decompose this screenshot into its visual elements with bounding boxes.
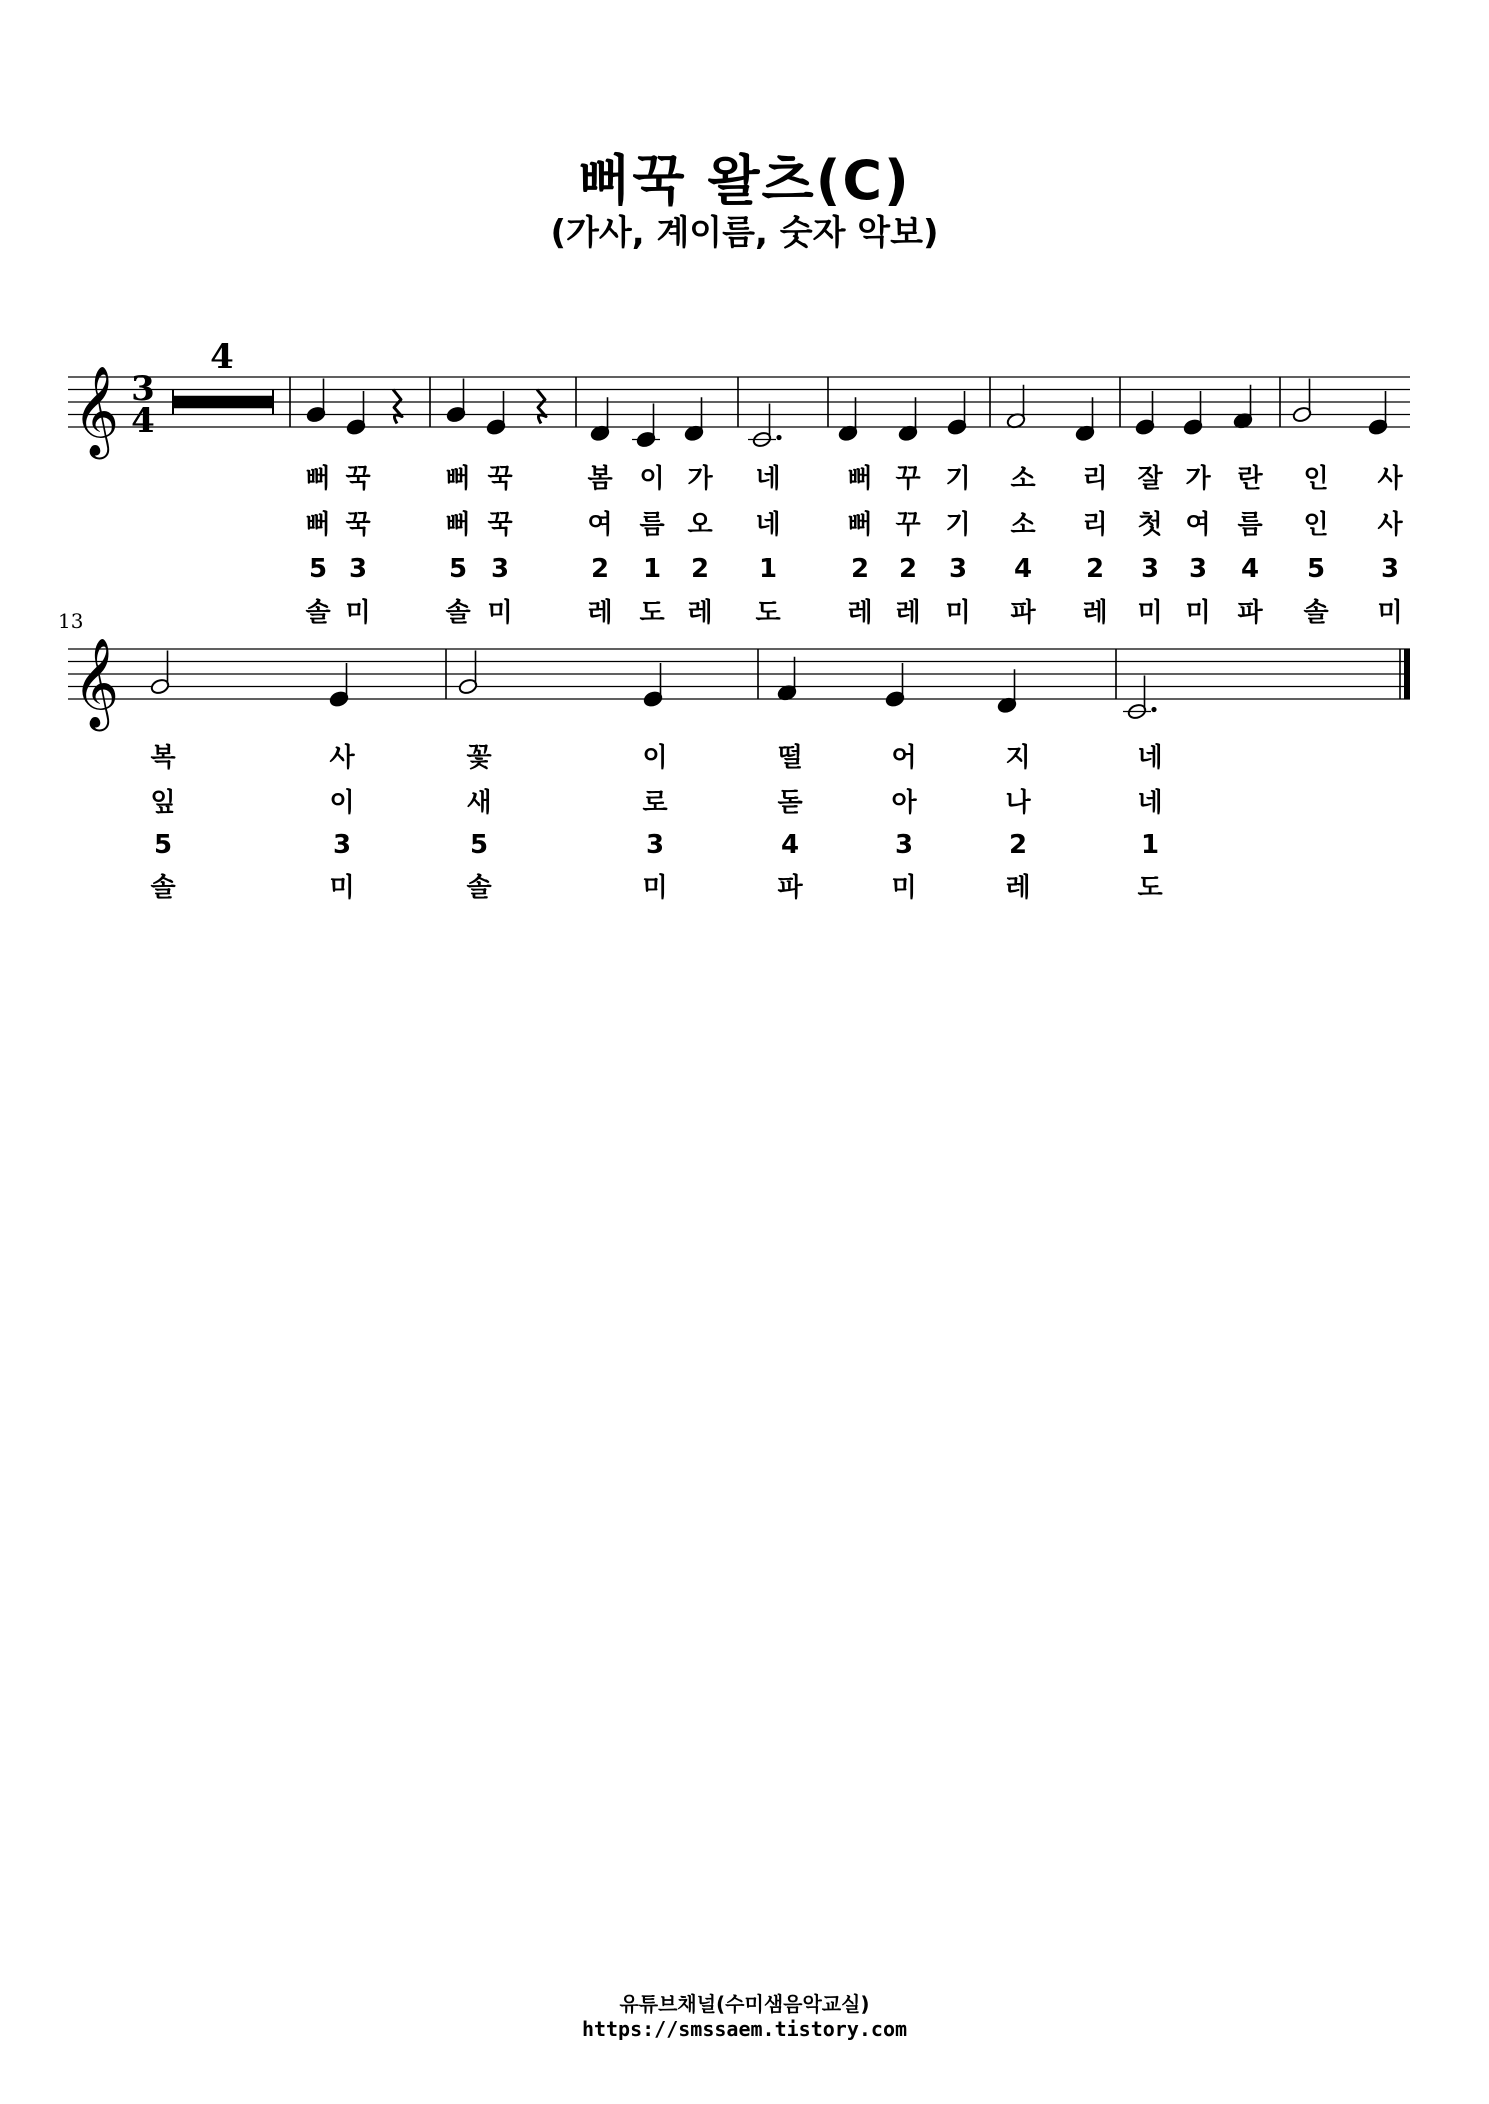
- quarter-rest: [393, 390, 402, 424]
- sys1-lyrics1-14: 잘: [1137, 464, 1163, 494]
- sys1-solfege-15: 미: [1185, 598, 1211, 628]
- sys2-solfege-3: 솔: [466, 873, 492, 903]
- sys1-lyrics1-15: 가: [1185, 464, 1211, 494]
- sys1-numbers-5: 2: [590, 554, 610, 584]
- sys1-lyrics2-13: 리: [1082, 510, 1108, 540]
- footer-url: https://smssaem.tistory.com: [581, 2017, 908, 2041]
- page-subtitle: (가사, 계이름, 숫자 악보): [550, 213, 939, 253]
- sys1-lyrics2-10: 꾸: [895, 510, 921, 540]
- sys2-solfege-8: 도: [1137, 873, 1163, 903]
- sys1-solfege-2: 미: [345, 598, 371, 628]
- sys2-numbers-4: 3: [645, 830, 665, 860]
- sys1-lyrics2-14: 첫: [1137, 510, 1163, 540]
- sys1-solfege-7: 레: [687, 598, 713, 628]
- sys1-lyrics2-11: 기: [945, 510, 971, 540]
- sys1-lyrics1-8: 네: [755, 464, 781, 494]
- sys1-lyrics1-1: 뻐: [305, 464, 331, 494]
- sys1-lyrics2-3: 뻐: [445, 510, 471, 540]
- sys1-numbers-18: 3: [1380, 554, 1400, 584]
- sys1-lyrics2-8: 네: [755, 510, 781, 540]
- sys2-lyrics1-3: 꽃: [466, 743, 492, 773]
- sys1-solfege-1: 솔: [305, 598, 331, 628]
- sys2-solfege-6: 미: [891, 873, 917, 903]
- sys1-lyrics2-5: 여: [587, 510, 613, 540]
- sys1-lyrics2-2: 꾹: [345, 510, 371, 540]
- sys1-solfege-10: 레: [895, 598, 921, 628]
- sys1-lyrics1-18: 사: [1377, 464, 1403, 494]
- time-signature-top: 3: [131, 369, 155, 409]
- sys1-lyrics2-18: 사: [1377, 510, 1403, 540]
- sys1-solfege-13: 레: [1082, 598, 1108, 628]
- sys1-lyrics1-6: 이: [639, 464, 665, 494]
- measure-number: 13: [58, 609, 84, 633]
- sys2-numbers-5: 4: [780, 830, 800, 860]
- sys1-lyrics1-9: 뻐: [847, 464, 873, 494]
- sys2-lyrics1-1: 복: [150, 743, 176, 773]
- sys2-lyrics2-1: 잎: [150, 788, 176, 818]
- sys2-lyrics2-4: 로: [642, 788, 668, 818]
- sys1-lyrics1-13: 리: [1082, 464, 1108, 494]
- sys1-lyrics2-17: 인: [1303, 510, 1329, 540]
- sys1-solfege-5: 레: [587, 598, 613, 628]
- sys2-lyrics1-8: 네: [1137, 743, 1163, 773]
- sys2-numbers-7: 2: [1008, 830, 1028, 860]
- sys1-numbers-8: 1: [758, 554, 778, 584]
- sys1-numbers-12: 4: [1013, 554, 1033, 584]
- sys1-numbers-17: 5: [1306, 554, 1326, 584]
- staff-system-1: [68, 366, 1410, 460]
- time-signature-bottom: 4: [131, 401, 155, 441]
- sys1-lyrics1-4: 꾹: [487, 464, 513, 494]
- sys1-numbers-10: 2: [898, 554, 918, 584]
- sys2-solfege-2: 미: [329, 873, 355, 903]
- sys1-numbers-6: 1: [642, 554, 662, 584]
- sys1-solfege-6: 도: [639, 598, 665, 628]
- sys2-numbers-2: 3: [332, 830, 352, 860]
- sys1-lyrics1-3: 뻐: [445, 464, 471, 494]
- footer-channel: 유튜브채널(수미샘음악교실): [619, 1992, 870, 2016]
- treble-clef: 𝄞: [72, 366, 120, 456]
- sys2-lyrics2-2: 이: [329, 788, 355, 818]
- sys1-lyrics1-11: 기: [945, 464, 971, 494]
- sys1-solfege-16: 파: [1237, 598, 1263, 628]
- final-barline: [1404, 649, 1410, 699]
- sys1-lyrics2-6: 름: [639, 510, 665, 540]
- sys1-lyrics1-17: 인: [1303, 464, 1329, 494]
- sys1-solfege-12: 파: [1010, 598, 1036, 628]
- sys1-lyrics1-5: 봄: [587, 464, 613, 494]
- sys1-solfege-18: 미: [1377, 598, 1403, 628]
- sys1-numbers-11: 3: [948, 554, 968, 584]
- sys1-lyrics1-12: 소: [1010, 464, 1036, 494]
- sys1-numbers-16: 4: [1240, 554, 1260, 584]
- sys2-numbers-6: 3: [894, 830, 914, 860]
- page-title: 뻐꾹 왈츠(C): [578, 149, 911, 212]
- sys1-lyrics2-1: 뻐: [305, 510, 331, 540]
- sys1-lyrics2-4: 꾹: [487, 510, 513, 540]
- sys1-lyrics1-7: 가: [687, 464, 713, 494]
- sys1-numbers-9: 2: [850, 554, 870, 584]
- sys1-solfege-4: 미: [487, 598, 513, 628]
- sys2-lyrics1-6: 어: [891, 743, 917, 773]
- sys1-lyrics1-16: 란: [1237, 464, 1263, 494]
- sys1-lyrics1-10: 꾸: [895, 464, 921, 494]
- sys1-numbers-1: 5: [308, 554, 328, 584]
- treble-clef: 𝄞: [72, 638, 120, 728]
- sys2-lyrics1-7: 지: [1005, 743, 1031, 773]
- dot: [1151, 707, 1156, 712]
- sys1-numbers-14: 3: [1140, 554, 1160, 584]
- sys1-solfege-3: 솔: [445, 598, 471, 628]
- sys1-numbers-4: 3: [490, 554, 510, 584]
- sys1-solfege-8: 도: [755, 598, 781, 628]
- sys2-solfege-4: 미: [642, 873, 668, 903]
- sys1-numbers-15: 3: [1188, 554, 1208, 584]
- sys1-lyrics2-12: 소: [1010, 510, 1036, 540]
- quarter-rest: [537, 390, 546, 424]
- sys1-solfege-11: 미: [945, 598, 971, 628]
- sys2-lyrics2-6: 아: [891, 788, 917, 818]
- dot: [776, 435, 781, 440]
- sys2-lyrics2-5: 돋: [777, 788, 803, 818]
- staff-system-2: [68, 638, 1410, 732]
- sys2-solfege-5: 파: [777, 873, 803, 903]
- sys1-lyrics2-15: 여: [1185, 510, 1211, 540]
- sys1-lyrics1-2: 꾹: [345, 464, 371, 494]
- sys1-numbers-7: 2: [690, 554, 710, 584]
- sys2-numbers-8: 1: [1140, 830, 1160, 860]
- sys2-lyrics1-4: 이: [642, 743, 668, 773]
- sys2-solfege-1: 솔: [150, 873, 176, 903]
- sys2-numbers-3: 5: [469, 830, 489, 860]
- sys1-solfege-9: 레: [847, 598, 873, 628]
- sys1-solfege-17: 솔: [1303, 598, 1329, 628]
- sys2-solfege-7: 레: [1005, 873, 1031, 903]
- multi-rest-count: 4: [210, 337, 234, 377]
- sys2-lyrics1-2: 사: [329, 743, 355, 773]
- multi-rest-bar: [173, 396, 273, 409]
- sys1-lyrics2-16: 름: [1237, 510, 1263, 540]
- sys1-numbers-2: 3: [348, 554, 368, 584]
- sys1-numbers-3: 5: [448, 554, 468, 584]
- sys2-lyrics2-7: 나: [1005, 788, 1031, 818]
- sys1-numbers-13: 2: [1085, 554, 1105, 584]
- sys2-lyrics1-5: 떨: [777, 743, 803, 773]
- sys2-lyrics2-8: 네: [1137, 788, 1163, 818]
- sys1-lyrics2-7: 오: [687, 510, 713, 540]
- sys2-lyrics2-3: 새: [466, 788, 492, 818]
- sys2-numbers-1: 5: [153, 830, 173, 860]
- sys1-lyrics2-9: 뻐: [847, 510, 873, 540]
- sys1-solfege-14: 미: [1137, 598, 1163, 628]
